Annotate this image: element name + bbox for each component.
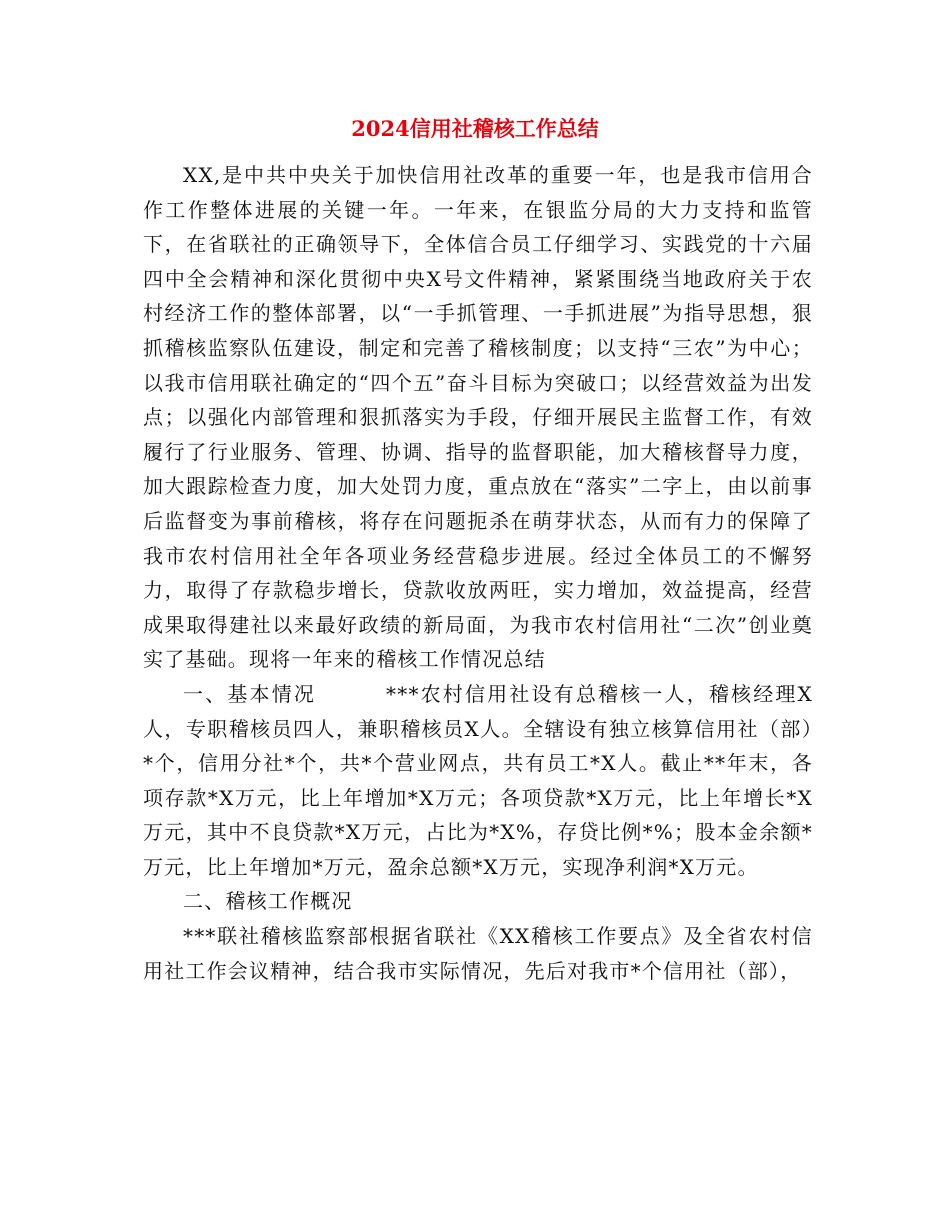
section-audit-overview-heading: 二、稽核工作概况	[183, 889, 353, 914]
document-body	[143, 158, 813, 988]
section-basic-info-text: ***农村信用社设有总稽核一人，稽核经理X人，专职稽核员四人，兼职稽核员X人。全辖设有独立核算信用社（部）*个，信用分社*个，共*个营业网点，共有员工*X人。截止**年末，各项存款*X万元，比上年增加*X万元；各项贷款*X万元，比上年增长*X万元，其中不良贷款*X万元，占比为*X%，存贷比例*%；股本金余额*万元，比上年增加*万元，盈余总额*X万元，实现净利润*X万元。	[143, 681, 813, 879]
section-audit-overview-text: ***联社稽核监察部根据省联社《XX稽核工作要点》及全省农村信用社工作会议精神，结合我市实际情况，先后对我市*个信用社（部），	[143, 924, 813, 983]
intro-paragraph: XX,是中共中央关于加快信用社改革的重要一年，也是我市信用合作工作整体进展的关键一年。一年来，在银监分局的大力支持和监管下，在省联社的正确领导下，全体信合员工仔细学习、实践党的十六届四中全会精神和深化贯彻中央X号文件精神，紧紧围绕当地政府关于农村经济工作的整体部署，以“一手抓管理、一手抓进展”为指导思想，狠抓稽核监察队伍建设，制定和完善了稽核制度；以支持“三农”为中心；以我市信用联社确定的“四个五”奋斗目标为突破口；以经营效益为出发点；以强化内部管理和狠抓落实为手段，仔细开展民主监督工作，有效履行了行业服务、管理、协调、指导的监督职能，加大稽核督导力度，加大跟踪检查力度，加大处罚力度，重点放在“落实”二字上，由以前事后监督变为事前稽核，将存在问题扼杀在萌芽状态，从而有力的保障了我市农村信用社全年各项业务经营稳步进展。经过全体员工的不懈努力，取得了存款稳步增长，贷款收放两旺，实力增加，效益提高，经营成果取得建社以来最好政绩的新局面，为我市农村信用社“二次”创业奠实了基础。现将一年来的稽核工作情况总结	[143, 163, 813, 672]
document-title: 2024信用社稽核工作总结	[351, 116, 599, 141]
section-basic-info	[143, 677, 813, 885]
section-basic-info-heading: 一、基本情况	[183, 681, 317, 706]
